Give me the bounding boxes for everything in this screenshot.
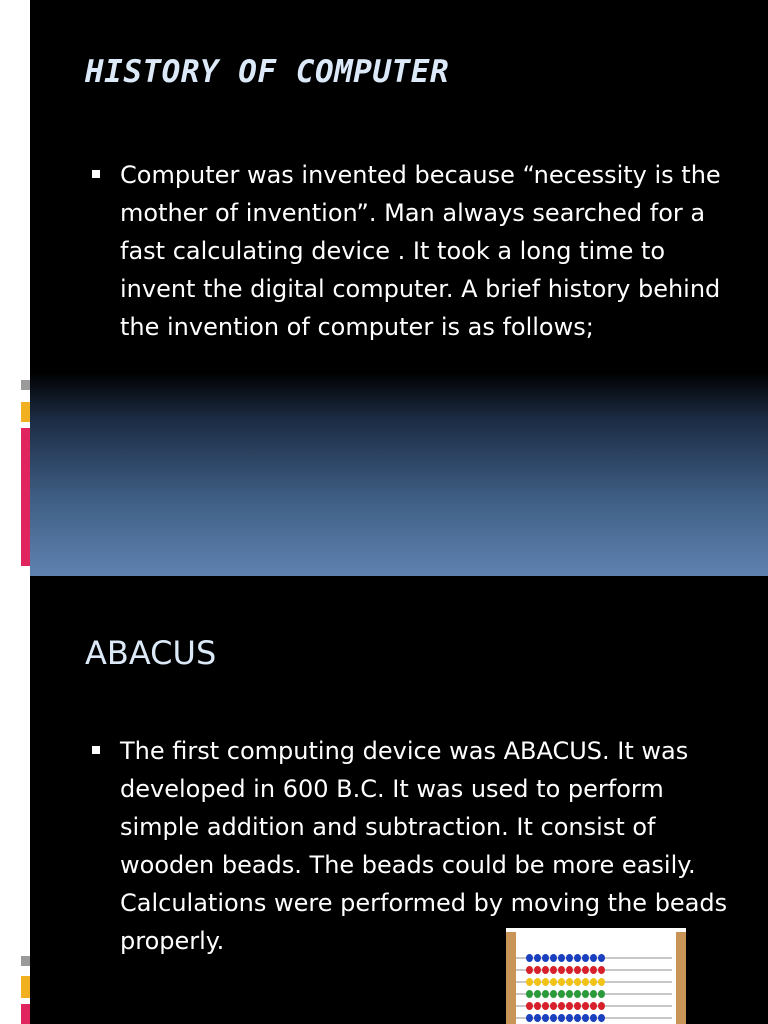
slide1-left-margin: [0, 0, 30, 576]
abacus-bead: [590, 966, 597, 974]
abacus-bead: [550, 954, 557, 962]
abacus-frame-left: [506, 932, 516, 1024]
abacus-bead: [590, 990, 597, 998]
abacus-bead: [582, 978, 589, 986]
abacus-bead: [534, 990, 541, 998]
abacus-frame-right: [676, 932, 686, 1024]
bullet-item: [92, 732, 738, 960]
abacus-bead: [574, 990, 581, 998]
abacus-bead: [590, 1002, 597, 1010]
abacus-bead: [534, 966, 541, 974]
abacus-bead: [574, 954, 581, 962]
abacus-bead: [558, 954, 565, 962]
abacus-bead: [590, 954, 597, 962]
slide1-accent-yellow: [21, 402, 30, 422]
abacus-bead: [566, 954, 573, 962]
abacus-bead: [582, 990, 589, 998]
bullet-text: The first computing device was ABACUS. It was developed in 600 B.C. It was used to perform simple addition and subtraction. It consist of wooden beads. The beads could be more easily. Calculations were performed by moving the beads properly.: [120, 737, 728, 955]
abacus-bead: [574, 966, 581, 974]
abacus-bead: [558, 966, 565, 974]
abacus-bead: [542, 990, 549, 998]
abacus-bead: [566, 966, 573, 974]
abacus-bead: [542, 966, 549, 974]
abacus-bead: [526, 954, 533, 962]
abacus-bead: [590, 978, 597, 986]
abacus-bead: [598, 966, 605, 974]
bullet-item: [92, 156, 738, 346]
abacus-bead: [558, 1014, 565, 1022]
abacus-bead: [574, 1014, 581, 1022]
abacus-bead: [542, 1002, 549, 1010]
slide1-accent-gray: [21, 380, 30, 390]
abacus-bead: [598, 954, 605, 962]
slide2-accent-yellow: [21, 976, 30, 998]
abacus-bead: [550, 990, 557, 998]
abacus-bead: [534, 1002, 541, 1010]
slide1-accent-pink: [21, 428, 30, 566]
abacus-bead: [598, 1002, 605, 1010]
abacus-bead: [566, 1014, 573, 1022]
abacus-bead: [574, 1002, 581, 1010]
slide2-accent-gray: [21, 956, 30, 966]
abacus-bead: [590, 1014, 597, 1022]
abacus-bead: [526, 1002, 533, 1010]
abacus-bead: [534, 978, 541, 986]
abacus-bead: [582, 1002, 589, 1010]
abacus-bead: [534, 954, 541, 962]
slide2-left-margin: [0, 576, 30, 1024]
abacus-bead: [526, 978, 533, 986]
square-bullet-icon: [92, 746, 100, 754]
abacus-bead: [550, 1002, 557, 1010]
abacus-bead: [582, 966, 589, 974]
abacus-bead: [582, 1014, 589, 1022]
slide-title: ABACUS: [85, 634, 217, 672]
abacus-bead: [558, 990, 565, 998]
abacus-bead: [526, 990, 533, 998]
abacus-bead: [558, 1002, 565, 1010]
abacus-bead: [534, 1014, 541, 1022]
abacus-bead: [598, 990, 605, 998]
abacus-bead: [558, 978, 565, 986]
slide-history-of-computer: [30, 0, 768, 576]
abacus-bead: [542, 1014, 549, 1022]
slide-title: HISTORY OF COMPUTER: [85, 54, 450, 90]
bullet-text: Computer was invented because “necessity is the mother of invention”. Man always searched for a fast calculating device . It took a long time to invent the digital computer. A brief history behind the invention of computer is as follows;: [120, 161, 721, 341]
slide-abacus: [30, 576, 768, 1024]
abacus-bead: [598, 1014, 605, 1022]
abacus-bead: [526, 966, 533, 974]
abacus-bead: [550, 1014, 557, 1022]
abacus-bead: [566, 990, 573, 998]
square-bullet-icon: [92, 170, 100, 178]
abacus-bead: [542, 978, 549, 986]
abacus-bead: [598, 978, 605, 986]
abacus-image: [506, 928, 686, 1024]
abacus-bead: [574, 978, 581, 986]
abacus-bead: [550, 966, 557, 974]
slide2-accent-pink: [21, 1004, 30, 1024]
abacus-bead: [550, 978, 557, 986]
abacus-bead: [582, 954, 589, 962]
abacus-bead: [566, 978, 573, 986]
abacus-bead: [566, 1002, 573, 1010]
abacus-bead: [542, 954, 549, 962]
abacus-bead: [526, 1014, 533, 1022]
